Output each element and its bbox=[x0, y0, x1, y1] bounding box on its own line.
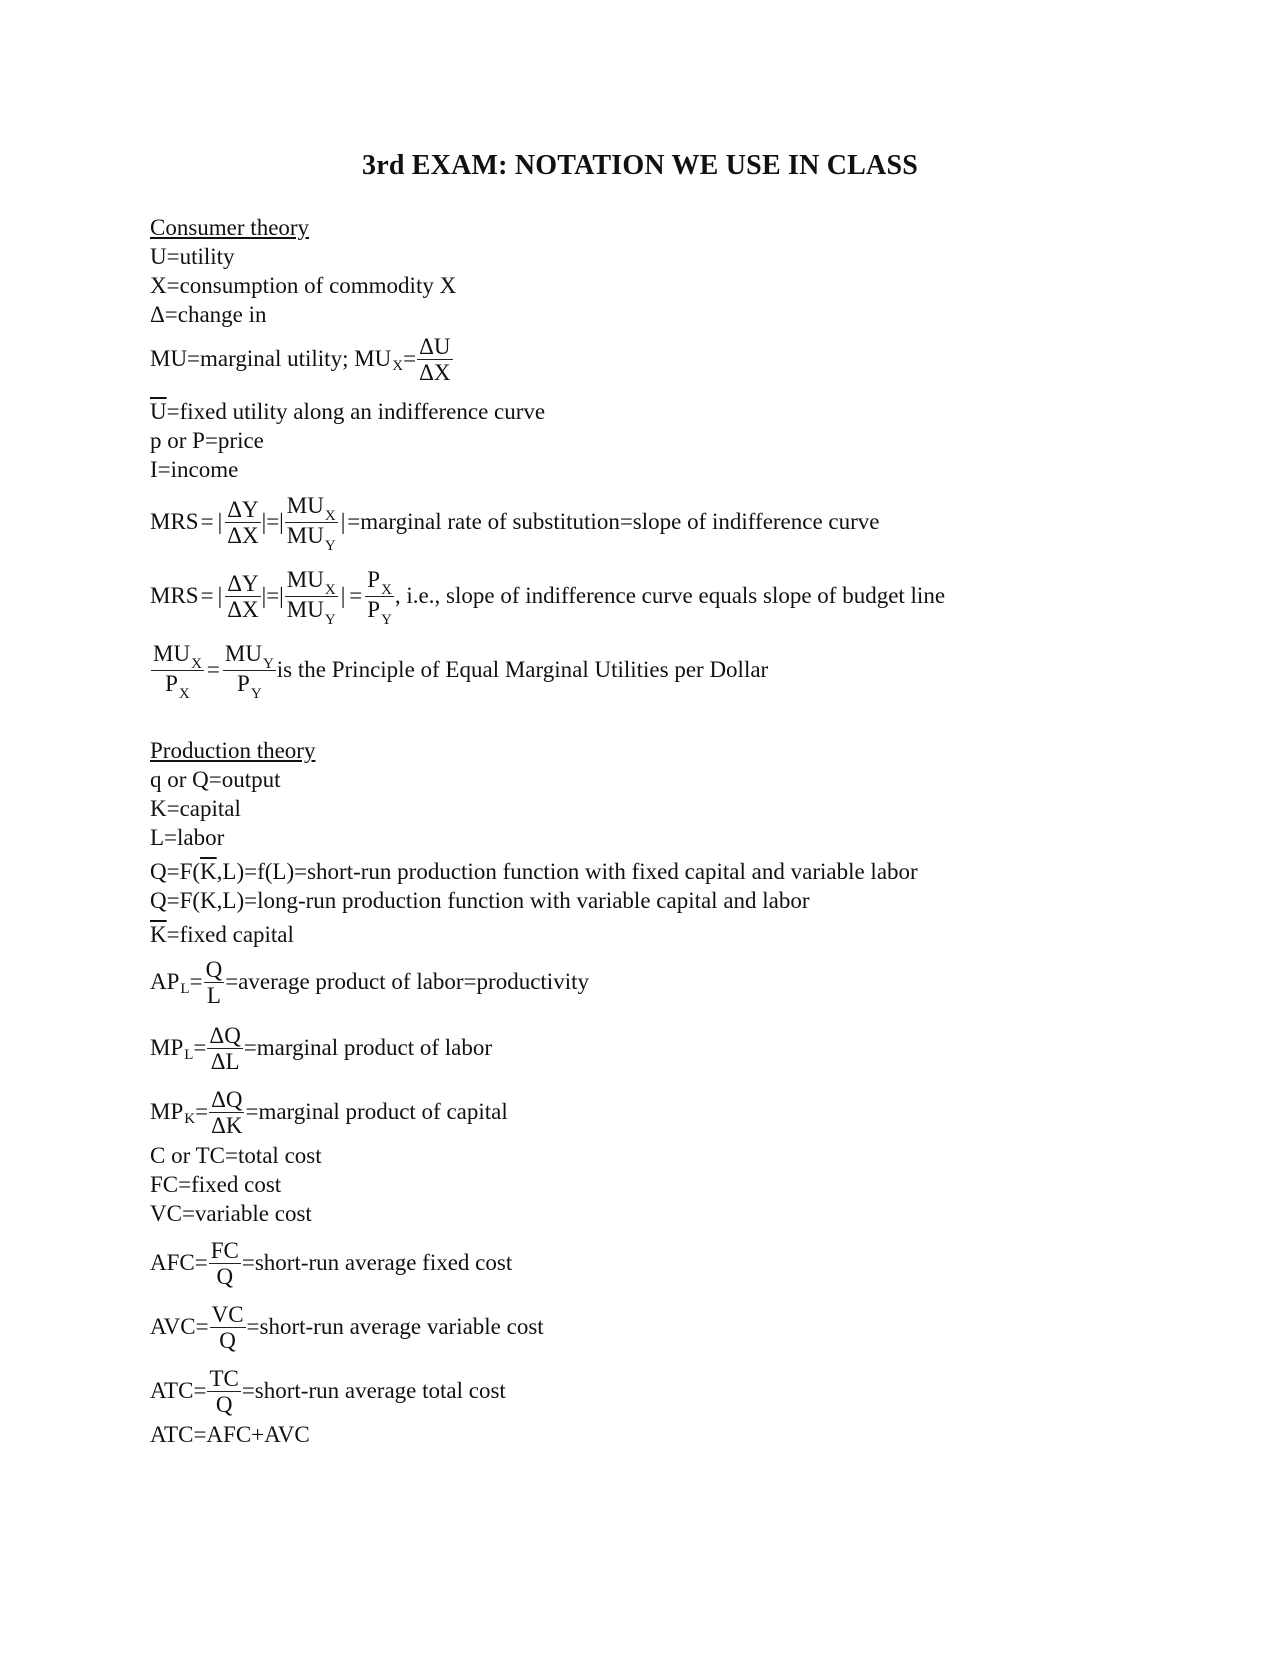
mrs-definition: MRS = | $\frac{\Delta Y}{\Delta X}$ |=| $\frac{MU_X}{MU_Y}$ | =marginal rate of substitution=slope of indifference curve bbox=[150, 492, 880, 554]
average-total-cost-def: ATC = $\frac{TC}{Q}$ =short-run average total cost bbox=[150, 1365, 506, 1417]
total-cost-def: C or TC=total cost bbox=[150, 1143, 322, 1168]
fixed-cost-def: FC=fixed cost bbox=[150, 1172, 282, 1197]
marginal-product-labor-def: MP L = $\frac{\Delta Q}{\Delta L}$ =marginal product of labor bbox=[150, 1022, 493, 1074]
average-product-def: AP L = $\frac{Q}{L}$ =average product of labor=productivity bbox=[150, 956, 589, 1008]
fixed-utility-def: $\overline{U}=fixed$ utility along an indifference curve bbox=[150, 399, 546, 424]
production-theory-heading: Production theory bbox=[150, 738, 316, 763]
short-run-production-def: $Q=F(\overline{K},L)=f(L)=short$-run production function with fixed capital and variable labor bbox=[150, 859, 918, 884]
marginal-utility-def: MU=marginal utility; MU X = $\frac{\Delta U}{\Delta X}$ bbox=[150, 333, 451, 385]
output-def: q or Q=output bbox=[150, 767, 281, 792]
notation-content bbox=[150, 213, 1210, 1449]
marginal-product-capital-def: MP K = $\frac{\Delta Q}{\Delta K}$ =marginal product of capital bbox=[150, 1086, 508, 1138]
page-title: 3rd EXAM: NOTATION WE USE IN CLASS bbox=[362, 150, 918, 181]
variable-cost-def: VC=variable cost bbox=[150, 1201, 312, 1226]
capital-def: K=capital bbox=[150, 796, 241, 821]
average-variable-cost-def: AVC = $\frac{VC}{Q}$ =short-run average variable cost bbox=[150, 1301, 544, 1353]
consumption-def: X=consumption of commodity X bbox=[150, 273, 457, 298]
delta-def: Δ=change in bbox=[150, 302, 267, 327]
labor-def: L=labor bbox=[150, 825, 225, 850]
price-def: p or P=price bbox=[150, 428, 264, 453]
mu-fraction: $\frac{\Delta U}{\Delta X}$ bbox=[419, 333, 451, 385]
mrs-price-ratio: MRS = | $\frac{\Delta Y}{\Delta X}$ |=| $\frac{MU_X}{MU_Y}$ | = $\frac{P_X}{P_Y}$ , i.e., slope of indifference curve equals slope of budget line bbox=[150, 566, 946, 628]
consumer-theory-heading: Consumer theory bbox=[150, 215, 310, 240]
income-def: I=income bbox=[150, 457, 239, 482]
utility-def: U=utility bbox=[150, 244, 235, 269]
atc-sum-def: ATC=AFC+AVC bbox=[150, 1422, 310, 1447]
fixed-capital-def: $\overline{K}=fixed$ capital bbox=[150, 922, 294, 947]
long-run-production-def: Q=F(K,L)=long-run production function with variable capital and labor bbox=[150, 888, 810, 913]
equimarginal-principle: $\frac{MU_X}{P_X}$ = $\frac{MU_Y}{P_Y}$ is the Principle of Equal Marginal Utilities per Dollar bbox=[153, 640, 769, 702]
average-fixed-cost-def: AFC = $\frac{FC}{Q}$ =short-run average fixed cost bbox=[150, 1237, 513, 1289]
